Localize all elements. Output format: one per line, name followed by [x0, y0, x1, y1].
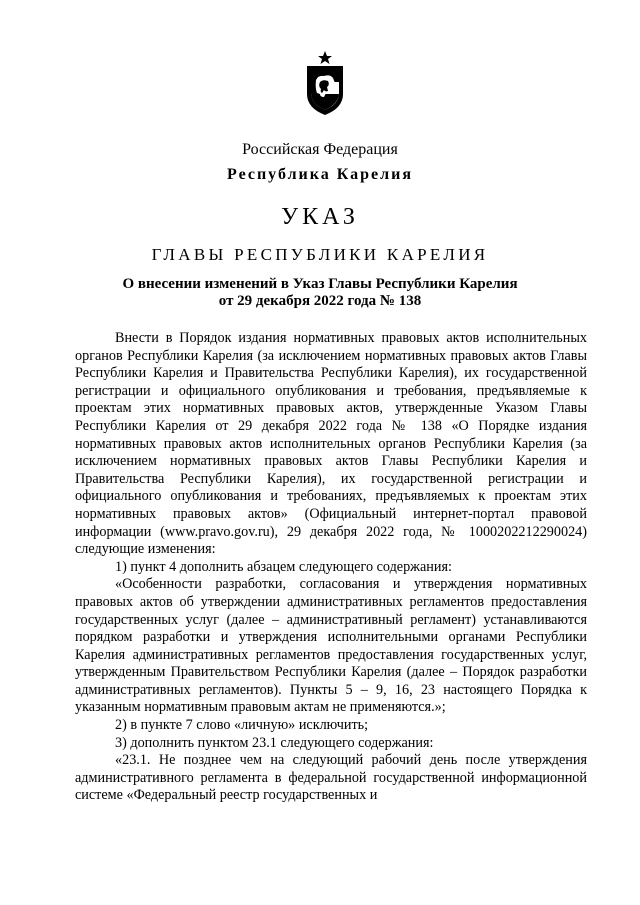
paragraph-item-1: 1) пункт 4 дополнить абзацем следующего содержания:	[115, 558, 452, 575]
karelia-coat-of-arms-icon	[300, 50, 350, 116]
paragraph-quote-1: «Особенности разработки, согласования и утверждения нормативных правовых актов об утверждении административных регламентов предоставления государственных услуг (далее – административный регламент) устанавливаются порядком разработки и утверждения исполнительными органами Республики Карелия административных регламентов предоставления государственных услуг, утвержденным Правительством Республики Карелия (далее – Порядок разработки административных регламентов). Пункты 5 – 9, 16, 23 настоящего Порядка к указанным нормативным правовым актам не применяются.»;	[75, 576, 587, 716]
title-line-1: О внесении изменений в Указ Главы Республики Карелия	[122, 276, 518, 292]
paragraph-item-2: 2) в пункте 7 слово «личную» исключить;	[115, 717, 369, 734]
paragraph-preamble: Внести в Порядок издания нормативных правовых актов исполнительных органов Республики Карелия (за исключением нормативных правовых актов Главы Республики Карелия и Правительства Республики Карелия), их государственной регистрации и официального опубликования и требования, предъявляемые к проектам этих нормативных правовых актов, утвержденные Указом Главы Республики Карелия от 29 декабря 2022 года № 138 «О Порядке издания нормативных правовых актов исполнительных органов Республики Карелия (за исключением нормативных правовых актов Главы Республики Карелия и Правительства Республики Карелия), их государственной регистрации и официального опубликования и требованиях, предъявляемых к проектам этих нормативных правовых актов» (Официальный интернет-портал правовой информации (www.pravo.gov.ru), 29 декабря 2022 года, № 1000202212290024) следующие изменения:	[75, 330, 587, 558]
document-title	[0, 276, 640, 310]
country-name: Российская Федерация	[242, 141, 398, 158]
document-type: УКАЗ	[281, 204, 359, 230]
issuer: ГЛАВЫ РЕСПУБЛИКИ КАРЕЛИЯ	[151, 245, 489, 264]
decree-body	[75, 330, 587, 805]
paragraph-quote-2: «23.1. Не позднее чем на следующий рабочий день после утверждения административного регламента в федеральной государственной информационной системе «Федеральный реестр государственных и	[75, 752, 587, 804]
title-line-2: от 29 декабря 2022 года № 138	[218, 293, 422, 309]
paragraph-item-3: 3) дополнить пунктом 23.1 следующего содержания:	[115, 734, 434, 751]
republic-name: Республика Карелия	[227, 166, 413, 183]
